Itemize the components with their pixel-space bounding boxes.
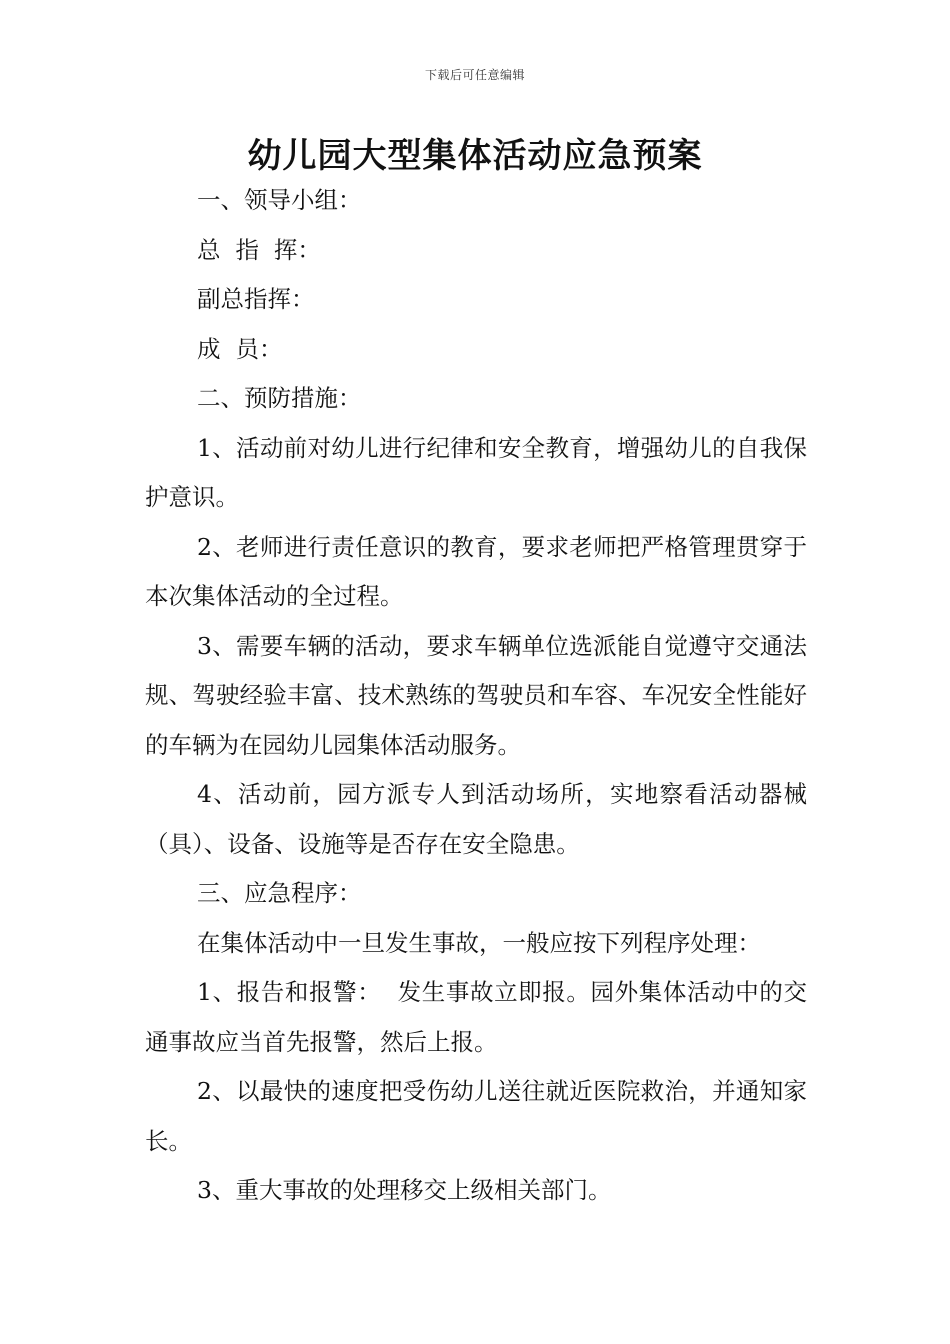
field-deputy-commander: 副总指挥： <box>197 285 315 313</box>
header-note: 下载后可任意编辑 <box>424 68 525 82</box>
section-heading-leadership: 一、领导小组： <box>197 186 362 214</box>
emergency-step-3: 3、重大事故的处理移交上级相关部门。 <box>197 1176 612 1204</box>
field-commander: 总 指 挥： <box>197 235 321 264</box>
emergency-step-2: 2、以最快的速度把受伤幼儿送往就近医院救治，并通知家长。 <box>145 1077 807 1155</box>
section-heading-prevention: 二、预防措施： <box>197 384 362 412</box>
emergency-intro: 在集体活动中一旦发生事故，一般应按下列程序处理： <box>197 928 761 957</box>
prevention-item-4: 4、活动前，园方派专人到活动场所，实地察看活动器械（具）、设备、设施等是否存在安全隐患。 <box>145 780 807 858</box>
emergency-step-1: 1、报告和报警： 发生事故立即报。园外集体活动中的交通事故应当首先报警，然后上报。 <box>145 978 807 1056</box>
section-heading-emergency: 三、应急程序： <box>197 879 362 907</box>
document-body <box>145 176 807 1216</box>
prevention-item-2: 2、老师进行责任意识的教育，要求老师把严格管理贯穿于本次集体活动的全过程。 <box>145 532 807 610</box>
field-members: 成 员： <box>197 334 283 363</box>
document-title: 幼儿园大型集体活动应急预案 <box>247 136 703 176</box>
prevention-item-3: 3、需要车辆的活动，要求车辆单位选派能自觉遵守交通法规、驾驶经验丰富、技术熟练的驾驶员和车容、车况安全性能好的车辆为在园幼儿园集体活动服务。 <box>145 631 807 759</box>
prevention-item-1: 1、活动前对幼儿进行纪律和安全教育，增强幼儿的自我保护意识。 <box>145 433 807 511</box>
